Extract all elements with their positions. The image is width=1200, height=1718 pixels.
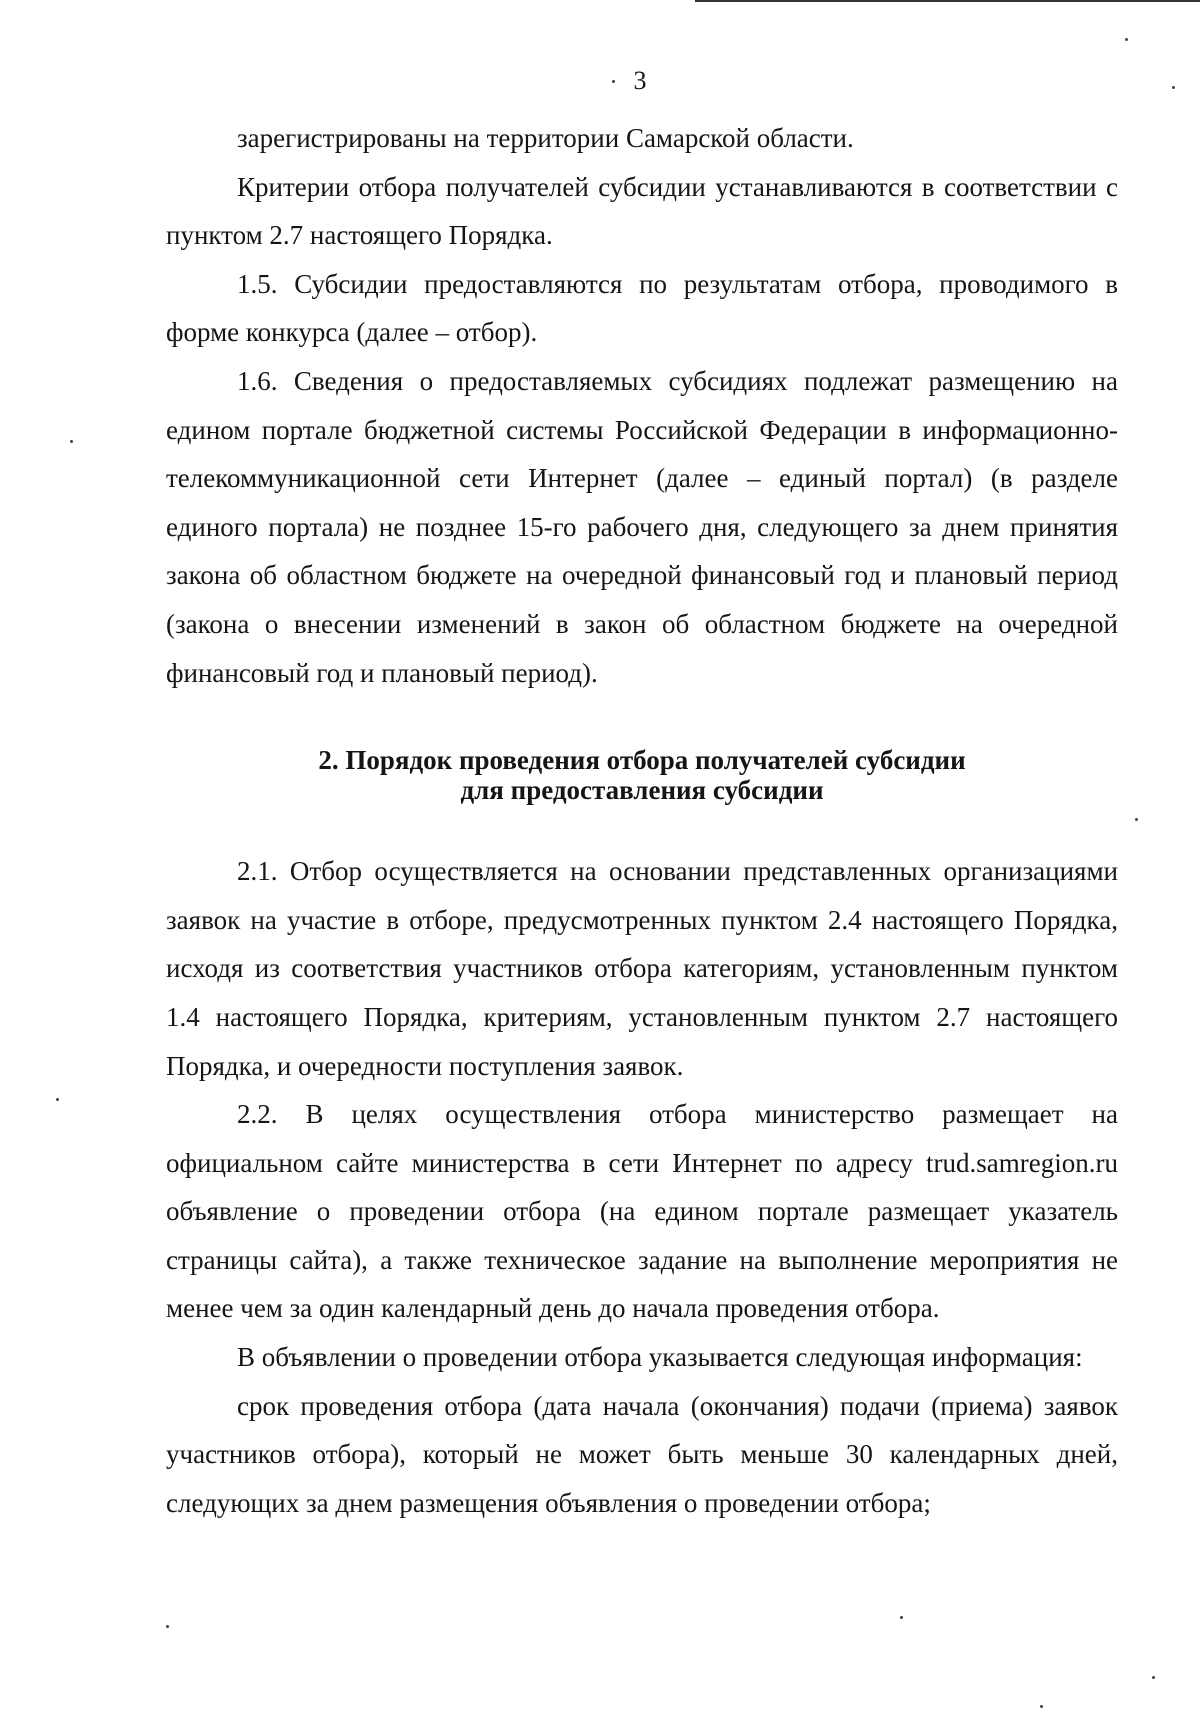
paragraph-2-2: 2.2. В целях осуществления отбора министерство размещает на официальном сайте министерства в сети Интернет по адресу trud.samregion.ru объявление о проведении отбора (на едином портале размещает указатель страницы сайта), а также техническое задание на выполнение мероприятия не менее чем за один календарный день до начала проведения отбора. [166, 1099, 1118, 1324]
scan-speck [1125, 38, 1128, 41]
scan-speck [56, 1098, 59, 1101]
section-heading-line-1: 2. Порядок проведения отбора получателей субсидии [318, 745, 966, 776]
paragraph-deadline: срок проведения отбора (дата начала (окончания) подачи (приема) заявок участников отбора), который не может быть меньше 30 календарных дней, следующих за днем размещения объявления о проведении отбора; [166, 1390, 1118, 1518]
scan-speck [612, 80, 615, 83]
document-body [166, 114, 1118, 1527]
paragraph-criteria: Критерии отбора получателей субсидии устанавливаются в соответствии с пунктом 2.7 настоящего Порядка. [166, 171, 1118, 251]
section-heading-line-2: для предоставления субсидии [460, 775, 824, 806]
scan-speck [1152, 1676, 1155, 1679]
scan-speck [1135, 818, 1138, 821]
scan-speck [1040, 1705, 1043, 1708]
scan-speck [900, 1616, 903, 1619]
scan-speck [70, 440, 73, 443]
section-heading [166, 745, 1118, 805]
scan-speck [166, 1625, 169, 1628]
page-number: 3 [633, 66, 647, 95]
paragraph-2-1: 2.1. Отбор осуществляется на основании представленных организациями заявок на участие в отборе, предусмотренных пунктом 2.4 настоящего Порядка, исходя из соответствия участников отбора категориям, установленным пунктом 1.4 настоящего Порядка, критериям, установленным пунктом 2.7 настоящего Порядка, и очередности поступления заявок. [166, 856, 1118, 1081]
paragraph-1-6: 1.6. Сведения о предоставляемых субсидиях подлежат размещению на едином портале бюджетной системы Российской Федерации в информационно-телекоммуникационной сети Интернет (далее – единый портал) (в разделе единого портала) не позднее 15-го рабочего дня, следующего за днем принятия закона об областном бюджете на очередной финансовый год и плановый период (закона о внесении изменений в закон об областном бюджете на очередной финансовый год и плановый период). [166, 365, 1118, 688]
scan-speck [1172, 86, 1175, 89]
spacer [166, 805, 1118, 847]
paragraph-registration: зарегистрированы на территории Самарской области. [237, 123, 854, 153]
spacer [166, 697, 1118, 745]
paragraph-announcement-info: В объявлении о проведении отбора указывается следующая информация: [237, 1342, 1083, 1373]
top-border-line [695, 0, 1200, 2]
paragraph-1-5: 1.5. Субсидии предоставляются по результатам отбора, проводимого в форме конкурса (далее – отбор). [166, 268, 1118, 348]
